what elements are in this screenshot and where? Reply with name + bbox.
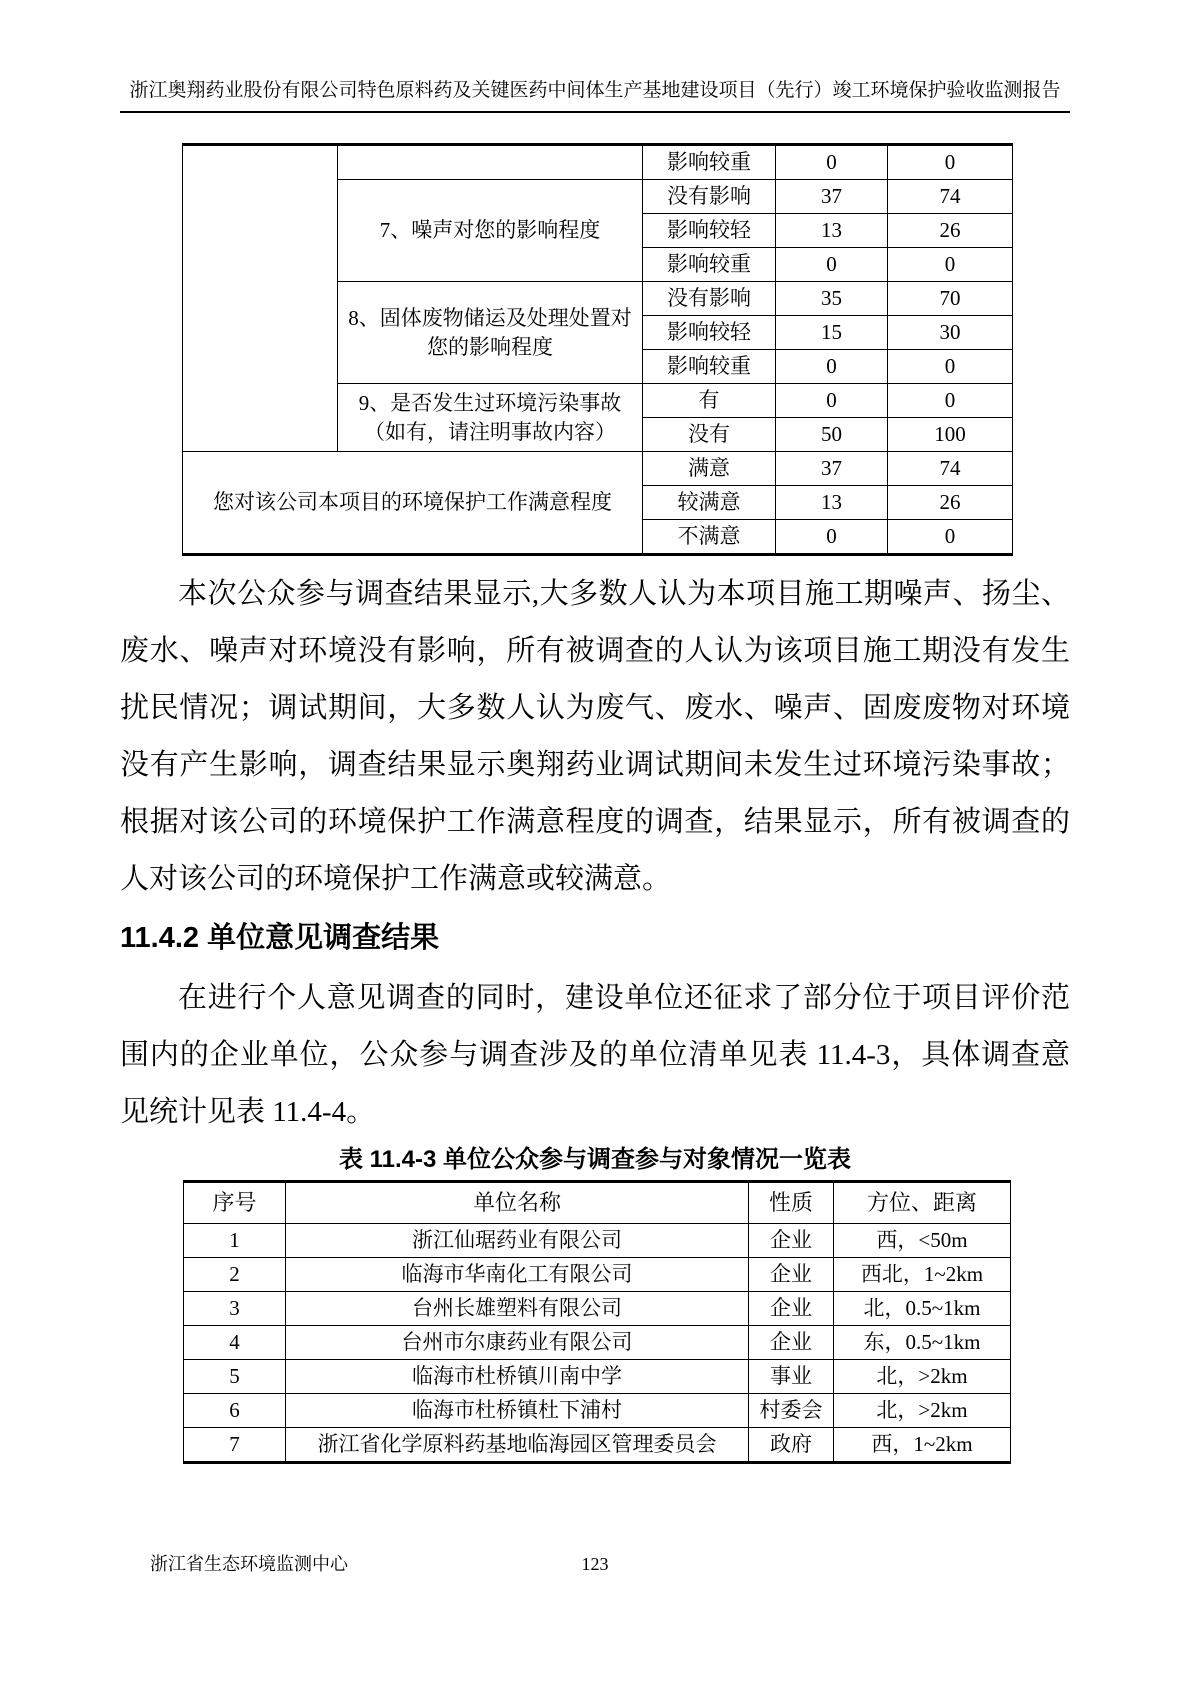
paragraph-line: 人对该公司的环境保护工作满意或较满意。: [120, 863, 672, 895]
table-row: [184, 1292, 1011, 1326]
percent-cell: 26: [888, 214, 1013, 248]
unit-name-cell: 临海市华南化工有限公司: [286, 1258, 749, 1292]
count-cell: 0: [776, 520, 888, 555]
count-cell: 0: [776, 384, 888, 418]
table-row: [183, 145, 1013, 180]
percent-cell: 0: [888, 145, 1013, 180]
row-number-cell: 1: [184, 1224, 286, 1258]
direction-distance-cell: 西北，1~2km: [834, 1258, 1011, 1292]
option-cell: 影响较重: [643, 145, 776, 180]
column-header: 序号: [184, 1182, 286, 1224]
option-cell: 影响较重: [643, 350, 776, 384]
unit-type-cell: 事业: [749, 1360, 834, 1394]
count-cell: 0: [776, 145, 888, 180]
units-table-body: [184, 1224, 1011, 1463]
question-cell: 8、固体废物储运及处理处置对您的影响程度: [338, 282, 643, 384]
question-cell: 9、是否发生过环境污染事故（如有，请注明事故内容）: [338, 384, 643, 452]
unit-type-cell: 企业: [749, 1292, 834, 1326]
unit-name-cell: 临海市杜桥镇川南中学: [286, 1360, 749, 1394]
continued-category-cell: [183, 145, 338, 452]
option-cell: 有: [643, 384, 776, 418]
units-table-header-row: [184, 1182, 1011, 1224]
row-number-cell: 7: [184, 1428, 286, 1463]
unit-name-cell: 临海市杜桥镇杜下浦村: [286, 1394, 749, 1428]
unit-name-cell: 浙江省化学原料药基地临海园区管理委员会: [286, 1428, 749, 1463]
row-number-cell: 3: [184, 1292, 286, 1326]
table-row: [184, 1394, 1011, 1428]
percent-cell: 0: [888, 248, 1013, 282]
unit-name-cell: 台州长雄塑料有限公司: [286, 1292, 749, 1326]
count-cell: 37: [776, 180, 888, 214]
percent-cell: 30: [888, 316, 1013, 350]
table-row: [183, 452, 1013, 486]
count-cell: 13: [776, 486, 888, 520]
question-cell: 您对该公司本项目的环境保护工作满意程度: [183, 452, 643, 555]
count-cell: 13: [776, 214, 888, 248]
option-cell: 影响较轻: [643, 214, 776, 248]
row-number-cell: 4: [184, 1326, 286, 1360]
row-number-cell: 6: [184, 1394, 286, 1428]
paragraph-line: 在进行个人意见调查的同时，建设单位还征求了部分位于项目评价范: [178, 982, 1070, 1014]
count-cell: 35: [776, 282, 888, 316]
column-header: 方位、距离: [834, 1182, 1011, 1224]
paragraph-line: 本次公众参与调查结果显示,大多数人认为本项目施工期噪声、扬尘、: [178, 578, 1070, 610]
survey-results-table-body: [183, 145, 1013, 555]
option-cell: 影响较重: [643, 248, 776, 282]
unit-name-cell: 浙江仙琚药业有限公司: [286, 1224, 749, 1258]
option-cell: 影响较轻: [643, 316, 776, 350]
table-row: [184, 1224, 1011, 1258]
unit-type-cell: 村委会: [749, 1394, 834, 1428]
direction-distance-cell: 北，>2km: [834, 1360, 1011, 1394]
unit-type-cell: 企业: [749, 1224, 834, 1258]
question-cell: [338, 145, 643, 180]
running-header: 浙江奥翔药业股份有限公司特色原料药及关键医药中间体生产基地建设项目（先行）竣工环境保护验收监测报告: [120, 78, 1070, 113]
count-cell: 0: [776, 248, 888, 282]
percent-cell: 0: [888, 520, 1013, 555]
column-header: 单位名称: [286, 1182, 749, 1224]
percent-cell: 74: [888, 452, 1013, 486]
paragraph-unit-survey-intro: [120, 970, 1070, 1141]
table-row: [184, 1360, 1011, 1394]
count-cell: 0: [776, 350, 888, 384]
unit-name-cell: 台州市尔康药业有限公司: [286, 1326, 749, 1360]
unit-type-cell: 企业: [749, 1326, 834, 1360]
footer-org: 浙江省生态环境监测中心: [150, 1554, 348, 1574]
percent-cell: 70: [888, 282, 1013, 316]
option-cell: 满意: [643, 452, 776, 486]
table-11-4-3-caption: 表 11.4-3 单位公众参与调查参与对象情况一览表: [338, 1146, 852, 1173]
percent-cell: 26: [888, 486, 1013, 520]
row-number-cell: 5: [184, 1360, 286, 1394]
count-cell: 37: [776, 452, 888, 486]
units-table: [183, 1180, 1011, 1464]
option-cell: 没有影响: [643, 180, 776, 214]
percent-cell: 100: [888, 418, 1013, 452]
question-cell: 7、噪声对您的影响程度: [338, 180, 643, 282]
count-cell: 15: [776, 316, 888, 350]
paragraph-line: 见统计见表 11.4-4。: [120, 1096, 376, 1128]
page-footer: [120, 1552, 1070, 1576]
direction-distance-cell: 东，0.5~1km: [834, 1326, 1011, 1360]
direction-distance-cell: 北，>2km: [834, 1394, 1011, 1428]
paragraph-survey-conclusion: [120, 566, 1070, 908]
direction-distance-cell: 西，<50m: [834, 1224, 1011, 1258]
paragraph-line: 围内的企业单位，公众参与调查涉及的单位清单见表 11.4-3，具体调查意: [120, 1039, 1070, 1071]
option-cell: 没有影响: [643, 282, 776, 316]
direction-distance-cell: 北，0.5~1km: [834, 1292, 1011, 1326]
paragraph-line: 没有产生影响，调查结果显示奥翔药业调试期间未发生过环境污染事故；: [120, 749, 1070, 781]
percent-cell: 74: [888, 180, 1013, 214]
paragraph-line: 根据对该公司的环境保护工作满意程度的调查，结果显示，所有被调查的: [120, 806, 1070, 838]
direction-distance-cell: 西，1~2km: [834, 1428, 1011, 1463]
footer-page-number: 123: [581, 1554, 609, 1574]
unit-type-cell: 政府: [749, 1428, 834, 1463]
table-row: [184, 1258, 1011, 1292]
paragraph-line: 扰民情况；调试期间，大多数人认为废气、废水、噪声、固废废物对环境: [120, 692, 1070, 724]
count-cell: 50: [776, 418, 888, 452]
percent-cell: 0: [888, 350, 1013, 384]
percent-cell: 0: [888, 384, 1013, 418]
option-cell: 没有: [643, 418, 776, 452]
table-row: [184, 1326, 1011, 1360]
option-cell: 较满意: [643, 486, 776, 520]
paragraph-line: 废水、噪声对环境没有影响，所有被调查的人认为该项目施工期没有发生: [120, 635, 1070, 667]
option-cell: 不满意: [643, 520, 776, 555]
survey-results-table: [182, 143, 1013, 556]
unit-type-cell: 企业: [749, 1258, 834, 1292]
table-row: [184, 1428, 1011, 1463]
section-heading-11-4-2: 11.4.2 单位意见调查结果: [120, 922, 440, 954]
row-number-cell: 2: [184, 1258, 286, 1292]
column-header: 性质: [749, 1182, 834, 1224]
